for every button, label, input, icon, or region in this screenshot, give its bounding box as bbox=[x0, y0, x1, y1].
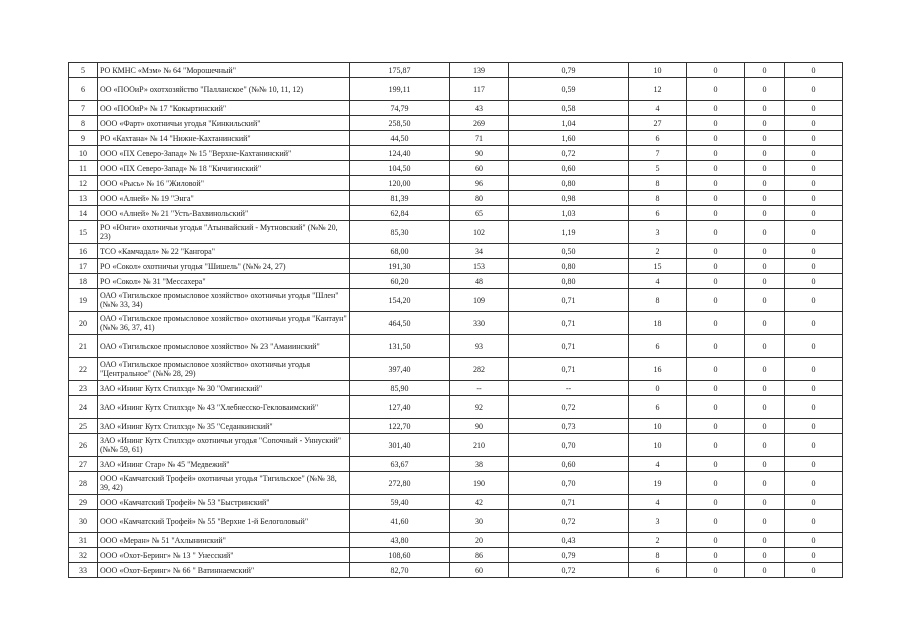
area-cell: 81,39 bbox=[350, 191, 450, 206]
value-cell-7: 0 bbox=[745, 510, 785, 533]
value-cell-6: 0 bbox=[687, 206, 745, 221]
value-cell-8: 0 bbox=[785, 533, 843, 548]
count-cell: 210 bbox=[450, 434, 509, 457]
value-cell-7: 0 bbox=[745, 161, 785, 176]
value-cell-8: 0 bbox=[785, 244, 843, 259]
table-row bbox=[69, 381, 843, 396]
value-cell-6: 0 bbox=[687, 548, 745, 563]
value-cell-8: 0 bbox=[785, 131, 843, 146]
density-cell: 0,71 bbox=[509, 289, 629, 312]
hunting-ground-name-cell: ОАО «Тигильское промысловое хозяйство» № 23 "Амаиинский" bbox=[98, 335, 350, 358]
row-number-cell: 27 bbox=[69, 457, 98, 472]
area-cell: 397,40 bbox=[350, 358, 450, 381]
hunting-ground-name-cell: РО «Сокол» № 31 "Мессахера" bbox=[98, 274, 350, 289]
count-cell: 42 bbox=[450, 495, 509, 510]
area-cell: 122,70 bbox=[350, 419, 450, 434]
quota-cell: 6 bbox=[629, 206, 687, 221]
count-cell: 96 bbox=[450, 176, 509, 191]
value-cell-8: 0 bbox=[785, 312, 843, 335]
value-cell-7: 0 bbox=[745, 533, 785, 548]
density-cell: 0,71 bbox=[509, 335, 629, 358]
hunting-ground-name-cell: ООО «ПХ Северо-Запад» № 18 "Кичигинский" bbox=[98, 161, 350, 176]
area-cell: 120,00 bbox=[350, 176, 450, 191]
hunting-ground-name-cell: ООО «Камчатский Трофей» № 55 "Верхне 1-й Белоголовый" bbox=[98, 510, 350, 533]
quota-cell: 8 bbox=[629, 191, 687, 206]
value-cell-7: 0 bbox=[745, 495, 785, 510]
density-cell: 0,50 bbox=[509, 244, 629, 259]
count-cell: 60 bbox=[450, 161, 509, 176]
quota-cell: 10 bbox=[629, 434, 687, 457]
row-number-cell: 11 bbox=[69, 161, 98, 176]
quota-cell: 2 bbox=[629, 533, 687, 548]
value-cell-6: 0 bbox=[687, 176, 745, 191]
value-cell-6: 0 bbox=[687, 563, 745, 578]
row-number-cell: 30 bbox=[69, 510, 98, 533]
row-number-cell: 17 bbox=[69, 259, 98, 274]
value-cell-8: 0 bbox=[785, 563, 843, 578]
area-cell: 68,00 bbox=[350, 244, 450, 259]
hunting-ground-name-cell: ЗАО «Ининг Стар» № 45 "Медвежий" bbox=[98, 457, 350, 472]
value-cell-8: 0 bbox=[785, 358, 843, 381]
value-cell-8: 0 bbox=[785, 396, 843, 419]
table-body bbox=[69, 63, 843, 578]
value-cell-6: 0 bbox=[687, 381, 745, 396]
value-cell-6: 0 bbox=[687, 63, 745, 78]
quota-cell: 5 bbox=[629, 161, 687, 176]
quota-cell: 10 bbox=[629, 63, 687, 78]
hunting-ground-name-cell: ООО «Меран» № 51 "Ахлынинский" bbox=[98, 533, 350, 548]
value-cell-6: 0 bbox=[687, 161, 745, 176]
count-cell: 330 bbox=[450, 312, 509, 335]
count-cell: 30 bbox=[450, 510, 509, 533]
area-cell: 43,80 bbox=[350, 533, 450, 548]
value-cell-6: 0 bbox=[687, 312, 745, 335]
count-cell: 34 bbox=[450, 244, 509, 259]
hunting-ground-name-cell: ЗАО «Ининг Кутх Стилхэд» № 30 "Омгинский" bbox=[98, 381, 350, 396]
quota-cell: 8 bbox=[629, 289, 687, 312]
value-cell-7: 0 bbox=[745, 131, 785, 146]
count-cell: 190 bbox=[450, 472, 509, 495]
value-cell-6: 0 bbox=[687, 131, 745, 146]
value-cell-7: 0 bbox=[745, 472, 785, 495]
quota-cell: 6 bbox=[629, 563, 687, 578]
value-cell-8: 0 bbox=[785, 335, 843, 358]
value-cell-6: 0 bbox=[687, 78, 745, 101]
density-cell: 0,43 bbox=[509, 533, 629, 548]
density-cell: 0,60 bbox=[509, 457, 629, 472]
density-cell: 0,80 bbox=[509, 259, 629, 274]
density-cell: 0,72 bbox=[509, 563, 629, 578]
quota-cell: 4 bbox=[629, 274, 687, 289]
table-row bbox=[69, 244, 843, 259]
row-number-cell: 15 bbox=[69, 221, 98, 244]
count-cell: -- bbox=[450, 381, 509, 396]
value-cell-6: 0 bbox=[687, 457, 745, 472]
hunting-ground-name-cell: ОАО «Тигильское промысловое хозяйство» охотничьи угодья "Шлен" (№№ 33, 34) bbox=[98, 289, 350, 312]
quota-cell: 3 bbox=[629, 510, 687, 533]
quota-cell: 4 bbox=[629, 457, 687, 472]
count-cell: 90 bbox=[450, 146, 509, 161]
row-number-cell: 32 bbox=[69, 548, 98, 563]
value-cell-7: 0 bbox=[745, 396, 785, 419]
table-row bbox=[69, 510, 843, 533]
density-cell: 1,04 bbox=[509, 116, 629, 131]
value-cell-6: 0 bbox=[687, 101, 745, 116]
value-cell-8: 0 bbox=[785, 206, 843, 221]
hunting-ground-name-cell: ООО «Охот-Беринг» № 66 " Ватиннаемский" bbox=[98, 563, 350, 578]
area-cell: 62,84 bbox=[350, 206, 450, 221]
value-cell-7: 0 bbox=[745, 312, 785, 335]
count-cell: 102 bbox=[450, 221, 509, 244]
hunting-ground-name-cell: ОО «ПООиР» № 17 "Кокыртинский" bbox=[98, 101, 350, 116]
count-cell: 80 bbox=[450, 191, 509, 206]
quota-cell: 8 bbox=[629, 176, 687, 191]
table-row bbox=[69, 419, 843, 434]
table-row bbox=[69, 63, 843, 78]
value-cell-6: 0 bbox=[687, 510, 745, 533]
table-row bbox=[69, 358, 843, 381]
quota-cell: 18 bbox=[629, 312, 687, 335]
value-cell-8: 0 bbox=[785, 191, 843, 206]
row-number-cell: 19 bbox=[69, 289, 98, 312]
value-cell-6: 0 bbox=[687, 434, 745, 457]
quota-cell: 0 bbox=[629, 381, 687, 396]
hunting-ground-name-cell: ЗАО «Ининг Кутх Стилхэд» охотничьи угодья "Сопочный - Уннуский" (№№ 59, 61) bbox=[98, 434, 350, 457]
value-cell-6: 0 bbox=[687, 289, 745, 312]
value-cell-7: 0 bbox=[745, 221, 785, 244]
area-cell: 272,80 bbox=[350, 472, 450, 495]
value-cell-8: 0 bbox=[785, 116, 843, 131]
density-cell: 0,98 bbox=[509, 191, 629, 206]
density-cell: 1,03 bbox=[509, 206, 629, 221]
row-number-cell: 25 bbox=[69, 419, 98, 434]
value-cell-7: 0 bbox=[745, 358, 785, 381]
hunting-ground-name-cell: ООО «Алней» № 19 "Энга" bbox=[98, 191, 350, 206]
row-number-cell: 20 bbox=[69, 312, 98, 335]
value-cell-8: 0 bbox=[785, 78, 843, 101]
density-cell: 0,70 bbox=[509, 472, 629, 495]
table-row bbox=[69, 78, 843, 101]
value-cell-7: 0 bbox=[745, 176, 785, 191]
area-cell: 154,20 bbox=[350, 289, 450, 312]
quota-cell: 2 bbox=[629, 244, 687, 259]
hunting-ground-name-cell: ОАО «Тигильское промысловое хозяйство» охотничьи угодья "Кантаун" (№№ 36, 37, 41) bbox=[98, 312, 350, 335]
value-cell-6: 0 bbox=[687, 259, 745, 274]
quota-cell: 6 bbox=[629, 396, 687, 419]
table-row bbox=[69, 312, 843, 335]
area-cell: 131,50 bbox=[350, 335, 450, 358]
area-cell: 191,30 bbox=[350, 259, 450, 274]
density-cell: 0,72 bbox=[509, 510, 629, 533]
row-number-cell: 7 bbox=[69, 101, 98, 116]
table-row bbox=[69, 146, 843, 161]
count-cell: 92 bbox=[450, 396, 509, 419]
value-cell-6: 0 bbox=[687, 221, 745, 244]
row-number-cell: 8 bbox=[69, 116, 98, 131]
value-cell-8: 0 bbox=[785, 63, 843, 78]
area-cell: 63,67 bbox=[350, 457, 450, 472]
table-row bbox=[69, 396, 843, 419]
data-table bbox=[68, 62, 843, 578]
quota-cell: 6 bbox=[629, 131, 687, 146]
hunting-ground-name-cell: РО КМНС «Мэм» № 64 "Морошечный" bbox=[98, 63, 350, 78]
density-cell: 0,60 bbox=[509, 161, 629, 176]
count-cell: 43 bbox=[450, 101, 509, 116]
density-cell: 0,59 bbox=[509, 78, 629, 101]
area-cell: 74,79 bbox=[350, 101, 450, 116]
value-cell-8: 0 bbox=[785, 434, 843, 457]
row-number-cell: 12 bbox=[69, 176, 98, 191]
area-cell: 41,60 bbox=[350, 510, 450, 533]
area-cell: 59,40 bbox=[350, 495, 450, 510]
density-cell: 0,80 bbox=[509, 176, 629, 191]
value-cell-7: 0 bbox=[745, 146, 785, 161]
row-number-cell: 33 bbox=[69, 563, 98, 578]
area-cell: 44,50 bbox=[350, 131, 450, 146]
hunting-ground-name-cell: РО «Кахтана» № 14 "Нижне-Кахтанинский" bbox=[98, 131, 350, 146]
area-cell: 108,60 bbox=[350, 548, 450, 563]
area-cell: 60,20 bbox=[350, 274, 450, 289]
value-cell-7: 0 bbox=[745, 206, 785, 221]
area-cell: 127,40 bbox=[350, 396, 450, 419]
table-sheet bbox=[68, 62, 842, 578]
value-cell-7: 0 bbox=[745, 101, 785, 116]
table-row bbox=[69, 434, 843, 457]
quota-cell: 4 bbox=[629, 101, 687, 116]
table-row bbox=[69, 335, 843, 358]
area-cell: 199,11 bbox=[350, 78, 450, 101]
area-cell: 301,40 bbox=[350, 434, 450, 457]
value-cell-6: 0 bbox=[687, 495, 745, 510]
value-cell-7: 0 bbox=[745, 563, 785, 578]
density-cell: 0,71 bbox=[509, 312, 629, 335]
hunting-ground-name-cell: ЗАО «Ининг Кутх Стилхэд» № 43 "Хлебнесско-Гекловаимский" bbox=[98, 396, 350, 419]
value-cell-6: 0 bbox=[687, 244, 745, 259]
value-cell-6: 0 bbox=[687, 419, 745, 434]
quota-cell: 7 bbox=[629, 146, 687, 161]
value-cell-7: 0 bbox=[745, 548, 785, 563]
value-cell-7: 0 bbox=[745, 289, 785, 312]
count-cell: 48 bbox=[450, 274, 509, 289]
value-cell-8: 0 bbox=[785, 457, 843, 472]
table-row bbox=[69, 161, 843, 176]
count-cell: 86 bbox=[450, 548, 509, 563]
value-cell-7: 0 bbox=[745, 244, 785, 259]
value-cell-7: 0 bbox=[745, 434, 785, 457]
value-cell-6: 0 bbox=[687, 533, 745, 548]
row-number-cell: 26 bbox=[69, 434, 98, 457]
count-cell: 20 bbox=[450, 533, 509, 548]
count-cell: 109 bbox=[450, 289, 509, 312]
hunting-ground-name-cell: ООО «Алней» № 21 "Усть-Вахвинольский" bbox=[98, 206, 350, 221]
density-cell: 0,58 bbox=[509, 101, 629, 116]
value-cell-8: 0 bbox=[785, 548, 843, 563]
hunting-ground-name-cell: РО «Сокол» охотничьи угодья "Шишель" (№№ 24, 27) bbox=[98, 259, 350, 274]
row-number-cell: 16 bbox=[69, 244, 98, 259]
value-cell-7: 0 bbox=[745, 274, 785, 289]
value-cell-8: 0 bbox=[785, 274, 843, 289]
hunting-ground-name-cell: ООО «Камчатский Трофей» охотничьи угодья "Тигильское" (№№ 38, 39, 42) bbox=[98, 472, 350, 495]
value-cell-6: 0 bbox=[687, 335, 745, 358]
table-row bbox=[69, 116, 843, 131]
table-row bbox=[69, 457, 843, 472]
area-cell: 85,90 bbox=[350, 381, 450, 396]
table-row bbox=[69, 191, 843, 206]
table-row bbox=[69, 206, 843, 221]
table-row bbox=[69, 495, 843, 510]
row-number-cell: 18 bbox=[69, 274, 98, 289]
row-number-cell: 29 bbox=[69, 495, 98, 510]
area-cell: 124,40 bbox=[350, 146, 450, 161]
value-cell-8: 0 bbox=[785, 289, 843, 312]
row-number-cell: 31 bbox=[69, 533, 98, 548]
density-cell: -- bbox=[509, 381, 629, 396]
count-cell: 65 bbox=[450, 206, 509, 221]
quota-cell: 12 bbox=[629, 78, 687, 101]
value-cell-8: 0 bbox=[785, 161, 843, 176]
table-row bbox=[69, 472, 843, 495]
hunting-ground-name-cell: ОО «ПООиР» охотхозяйство "Палланское" (№№ 10, 11, 12) bbox=[98, 78, 350, 101]
row-number-cell: 9 bbox=[69, 131, 98, 146]
value-cell-8: 0 bbox=[785, 221, 843, 244]
hunting-ground-name-cell: ТСО «Камчадал» № 22 "Кангора" bbox=[98, 244, 350, 259]
row-number-cell: 14 bbox=[69, 206, 98, 221]
value-cell-7: 0 bbox=[745, 419, 785, 434]
table-row bbox=[69, 289, 843, 312]
table-row bbox=[69, 259, 843, 274]
value-cell-7: 0 bbox=[745, 78, 785, 101]
value-cell-7: 0 bbox=[745, 259, 785, 274]
density-cell: 0,71 bbox=[509, 495, 629, 510]
hunting-ground-name-cell: ЗАО «Ининг Кутх Стилхэд» № 35 "Седанкинский" bbox=[98, 419, 350, 434]
hunting-ground-name-cell: РО «Юнги» охотничьи угодья "Атынвайский - Мутновский" (№№ 20, 23) bbox=[98, 221, 350, 244]
table-row bbox=[69, 533, 843, 548]
area-cell: 175,87 bbox=[350, 63, 450, 78]
area-cell: 82,70 bbox=[350, 563, 450, 578]
density-cell: 0,70 bbox=[509, 434, 629, 457]
value-cell-7: 0 bbox=[745, 457, 785, 472]
count-cell: 90 bbox=[450, 419, 509, 434]
quota-cell: 8 bbox=[629, 548, 687, 563]
value-cell-8: 0 bbox=[785, 176, 843, 191]
value-cell-8: 0 bbox=[785, 495, 843, 510]
count-cell: 93 bbox=[450, 335, 509, 358]
density-cell: 0,71 bbox=[509, 358, 629, 381]
count-cell: 139 bbox=[450, 63, 509, 78]
value-cell-8: 0 bbox=[785, 146, 843, 161]
value-cell-7: 0 bbox=[745, 116, 785, 131]
quota-cell: 3 bbox=[629, 221, 687, 244]
quota-cell: 4 bbox=[629, 495, 687, 510]
value-cell-6: 0 bbox=[687, 146, 745, 161]
count-cell: 38 bbox=[450, 457, 509, 472]
quota-cell: 10 bbox=[629, 419, 687, 434]
value-cell-6: 0 bbox=[687, 274, 745, 289]
value-cell-8: 0 bbox=[785, 472, 843, 495]
quota-cell: 27 bbox=[629, 116, 687, 131]
density-cell: 0,72 bbox=[509, 396, 629, 419]
hunting-ground-name-cell: ООО «Камчатский Трофей» № 53 "Быстринский" bbox=[98, 495, 350, 510]
row-number-cell: 22 bbox=[69, 358, 98, 381]
count-cell: 282 bbox=[450, 358, 509, 381]
density-cell: 0,79 bbox=[509, 548, 629, 563]
count-cell: 153 bbox=[450, 259, 509, 274]
row-number-cell: 28 bbox=[69, 472, 98, 495]
quota-cell: 16 bbox=[629, 358, 687, 381]
density-cell: 1,19 bbox=[509, 221, 629, 244]
value-cell-7: 0 bbox=[745, 335, 785, 358]
table-row bbox=[69, 221, 843, 244]
table-row bbox=[69, 131, 843, 146]
hunting-ground-name-cell: ООО «ПХ Северо-Запад» № 15 "Верхне-Кахтанинский" bbox=[98, 146, 350, 161]
row-number-cell: 5 bbox=[69, 63, 98, 78]
value-cell-8: 0 bbox=[785, 419, 843, 434]
row-number-cell: 23 bbox=[69, 381, 98, 396]
area-cell: 258,50 bbox=[350, 116, 450, 131]
count-cell: 60 bbox=[450, 563, 509, 578]
count-cell: 117 bbox=[450, 78, 509, 101]
value-cell-6: 0 bbox=[687, 116, 745, 131]
value-cell-6: 0 bbox=[687, 358, 745, 381]
table-row bbox=[69, 563, 843, 578]
row-number-cell: 13 bbox=[69, 191, 98, 206]
value-cell-6: 0 bbox=[687, 396, 745, 419]
count-cell: 269 bbox=[450, 116, 509, 131]
area-cell: 85,30 bbox=[350, 221, 450, 244]
density-cell: 0,80 bbox=[509, 274, 629, 289]
hunting-ground-name-cell: ООО «Фарт» охотничьи угодья "Кинкильский" bbox=[98, 116, 350, 131]
density-cell: 1,60 bbox=[509, 131, 629, 146]
quota-cell: 6 bbox=[629, 335, 687, 358]
value-cell-8: 0 bbox=[785, 259, 843, 274]
value-cell-7: 0 bbox=[745, 63, 785, 78]
value-cell-8: 0 bbox=[785, 381, 843, 396]
density-cell: 0,72 bbox=[509, 146, 629, 161]
row-number-cell: 6 bbox=[69, 78, 98, 101]
value-cell-6: 0 bbox=[687, 191, 745, 206]
quota-cell: 15 bbox=[629, 259, 687, 274]
value-cell-8: 0 bbox=[785, 510, 843, 533]
value-cell-7: 0 bbox=[745, 381, 785, 396]
value-cell-8: 0 bbox=[785, 101, 843, 116]
value-cell-7: 0 bbox=[745, 191, 785, 206]
count-cell: 71 bbox=[450, 131, 509, 146]
table-row bbox=[69, 101, 843, 116]
row-number-cell: 24 bbox=[69, 396, 98, 419]
row-number-cell: 21 bbox=[69, 335, 98, 358]
area-cell: 464,50 bbox=[350, 312, 450, 335]
quota-cell: 19 bbox=[629, 472, 687, 495]
hunting-ground-name-cell: ОАО «Тигильское промысловое хозяйство» охотничьи угодья "Центральное" (№№ 28, 29) bbox=[98, 358, 350, 381]
hunting-ground-name-cell: ООО «Рысь» № 16 "Жиловой" bbox=[98, 176, 350, 191]
density-cell: 0,79 bbox=[509, 63, 629, 78]
table-row bbox=[69, 274, 843, 289]
area-cell: 104,50 bbox=[350, 161, 450, 176]
value-cell-6: 0 bbox=[687, 472, 745, 495]
hunting-ground-name-cell: ООО «Охот-Беринг» № 13 " Унесский" bbox=[98, 548, 350, 563]
row-number-cell: 10 bbox=[69, 146, 98, 161]
table-row bbox=[69, 548, 843, 563]
density-cell: 0,73 bbox=[509, 419, 629, 434]
table-row bbox=[69, 176, 843, 191]
